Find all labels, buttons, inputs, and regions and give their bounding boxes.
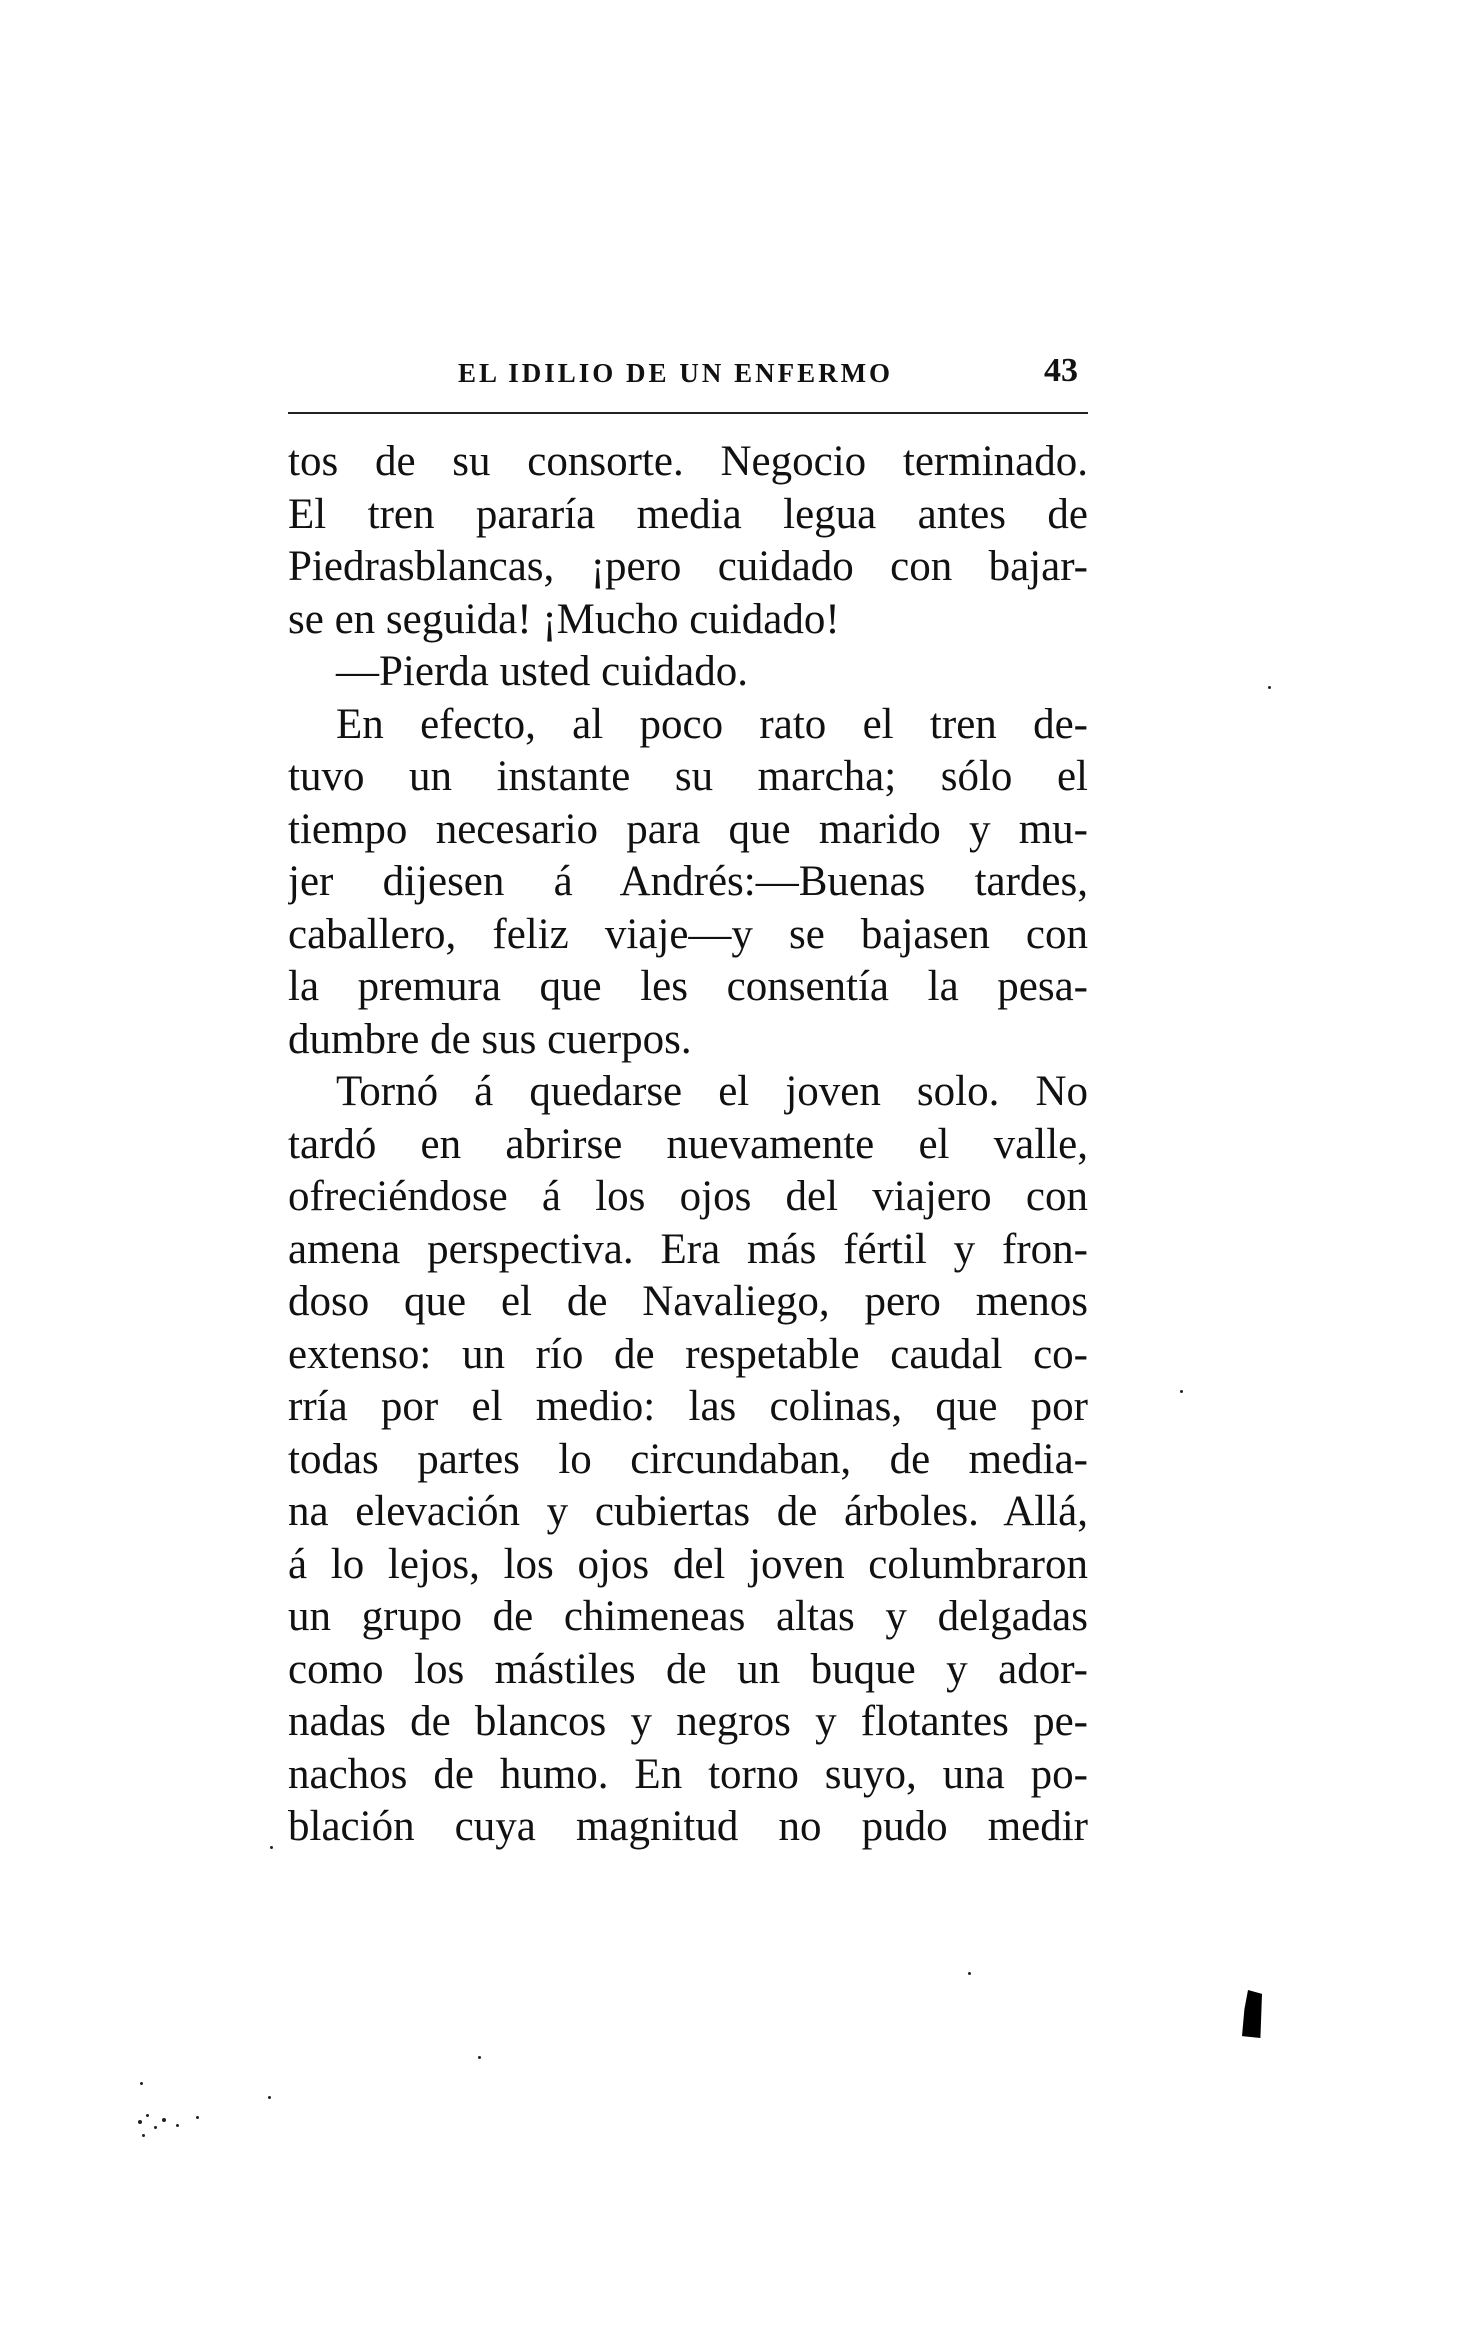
scan-speck — [154, 2126, 157, 2129]
text-line: la premura que les consentía la pesa- — [288, 963, 1088, 1010]
text-line: dumbre de sus cuerpos. — [288, 1015, 692, 1063]
scan-speck — [268, 2096, 271, 2099]
text-line: tos de su consorte. Negocio terminado. — [288, 438, 1088, 485]
scan-speck — [478, 2056, 481, 2059]
text-line: tardó en abrirse nuevamente el valle, — [288, 1120, 1088, 1168]
text-line: —Pierda usted cuidado. — [336, 648, 748, 695]
scan-speck — [162, 2118, 166, 2122]
running-head — [288, 348, 1088, 396]
header-rule — [288, 412, 1088, 414]
text-line: como los mástiles de un buque y ador- — [288, 1645, 1088, 1693]
text-line: jer dijesen á Andrés:—Buenas tardes, — [288, 858, 1088, 905]
scan-speck — [146, 2114, 149, 2117]
scan-speck — [968, 1972, 971, 1975]
running-title: EL IDILIO DE UN ENFERMO — [458, 358, 894, 388]
text-line: blación cuya magnitud no pudo medir — [288, 1803, 1088, 1850]
text-line: Piedrasblancas, ¡pero cuidado con bajar- — [288, 543, 1088, 590]
scan-speck — [176, 2124, 179, 2127]
scan-speck — [1268, 686, 1271, 689]
text-line: rría por el medio: las colinas, que por — [288, 1383, 1088, 1430]
text-line: doso que el de Navaliego, pero menos — [288, 1278, 1088, 1325]
text-line: amena perspectiva. Era más fértil y fron- — [288, 1225, 1088, 1273]
text-line: En efecto, al poco rato el tren de- — [336, 700, 1088, 748]
text-line: á lo lejos, los ojos del joven columbraron — [288, 1540, 1088, 1588]
scan-speck — [140, 2082, 143, 2085]
text-line: caballero, feliz viaje—y se bajasen con — [288, 910, 1088, 958]
text-line: na elevación y cubiertas de árboles. Allá, — [288, 1488, 1088, 1535]
page-number: 43 — [1044, 352, 1078, 389]
text-line: tiempo necesario para que marido y mu- — [288, 805, 1088, 853]
text-line: un grupo de chimeneas altas y delgadas — [288, 1593, 1088, 1640]
text-line: tuvo un instante su marcha; sólo el — [288, 753, 1088, 800]
text-line: se en seguida! ¡Mucho cuidado! — [288, 595, 840, 643]
text-line: Tornó á quedarse el joven solo. No — [336, 1068, 1088, 1115]
text-line: nachos de humo. En torno suyo, una po- — [288, 1750, 1088, 1798]
scan-speck — [196, 2116, 199, 2119]
ink-blot — [1242, 1990, 1262, 2038]
text-line: ofreciéndose á los ojos del viajero con — [288, 1173, 1088, 1220]
scan-speck — [142, 2134, 145, 2137]
scan-speck — [1180, 1390, 1183, 1393]
text-line: todas partes lo circundaban, de media- — [288, 1435, 1088, 1483]
body-text — [288, 436, 1088, 1854]
text-line: extenso: un río de respetable caudal co- — [288, 1330, 1088, 1378]
scan-speck — [270, 1846, 273, 1849]
text-line: El tren pararía media legua antes de — [288, 490, 1088, 538]
text-line: nadas de blancos y negros y flotantes pe- — [288, 1698, 1088, 1745]
scan-speck — [138, 2120, 142, 2124]
